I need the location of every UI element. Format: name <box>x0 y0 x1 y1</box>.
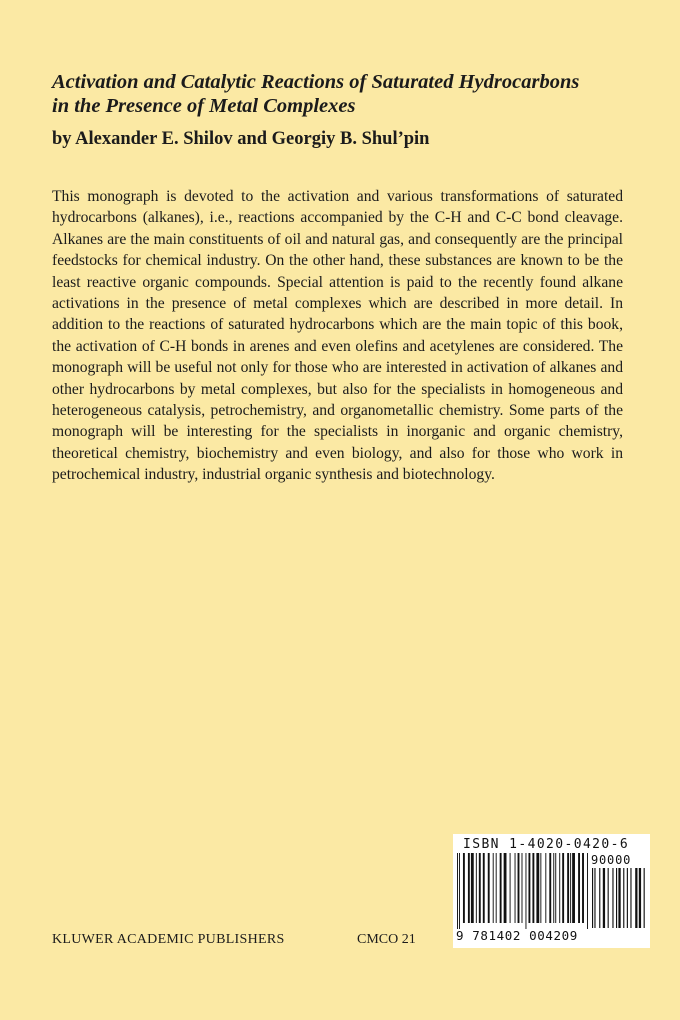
addon-barcode-bars <box>592 868 646 934</box>
barcode-bar <box>553 853 554 923</box>
barcode-bar <box>468 853 470 923</box>
barcode-bar <box>510 853 511 923</box>
barcode-bar <box>559 853 560 923</box>
description-line: monograph will be interesting for the specialists in inorganic and organic chemistry, <box>52 423 623 441</box>
description-line: heterogeneous catalysis, petrochemistry, and organometallic chemistry. Some parts of the <box>52 402 623 420</box>
barcode-bar <box>616 868 617 928</box>
barcode-bar <box>599 868 600 928</box>
barcode-bar <box>483 853 485 923</box>
barcode-bar <box>493 853 494 923</box>
barcode-bar <box>471 853 474 923</box>
barcode-bar <box>582 853 584 923</box>
barcode-bar <box>540 853 541 923</box>
description-line: least reactive organic compounds. Special attention is paid to the recently found alkane <box>52 273 623 291</box>
barcode-bar <box>592 868 593 928</box>
barcode-bar <box>644 868 645 928</box>
price-code-text: 90000 <box>591 853 632 867</box>
barcode-bar <box>536 853 539 923</box>
barcode-bar <box>578 853 580 923</box>
description-line: This monograph is devoted to the activation and various transformations of saturated <box>52 188 623 205</box>
barcode-bar <box>570 853 571 923</box>
description-line: other hydrocarbons by metal complexes, but also for the specialists in homogeneous and <box>52 380 623 398</box>
barcode-bar <box>623 868 624 928</box>
description-line: feedstocks for chemical industry. On the other hand, these substances are known to be the <box>52 252 623 270</box>
barcode-bar <box>639 868 641 928</box>
barcode-bar <box>525 853 526 929</box>
barcode-bar <box>488 853 490 923</box>
barcode-bar <box>555 853 556 923</box>
book-title-line-1: Activation and Catalytic Reactions of Saturated Hydrocarbons <box>52 71 580 93</box>
barcode-bar <box>618 868 620 928</box>
barcode-bar <box>608 868 609 928</box>
ean-number-text: 9 781402 004209 <box>456 928 578 943</box>
ean-barcode-bars <box>457 853 591 929</box>
barcode-bar <box>476 853 477 923</box>
barcode-bar <box>594 868 595 928</box>
barcode-bar <box>515 853 516 923</box>
barcode-bar <box>612 868 613 928</box>
isbn-barcode <box>453 834 650 948</box>
barcode-bar <box>562 853 564 923</box>
barcode-bar <box>457 853 458 929</box>
barcode-bar <box>572 853 575 923</box>
barcode-bar <box>518 853 520 923</box>
barcode-bar <box>463 853 465 923</box>
barcode-bar <box>603 868 605 928</box>
barcode-bar <box>504 853 507 923</box>
barcode-bar <box>479 853 481 923</box>
description-line: monograph will be useful not only for those who are interested in activation of alkanes and <box>52 359 623 377</box>
series-code: CMCO 21 <box>357 932 416 947</box>
book-title <box>52 70 652 118</box>
barcode-bar <box>587 853 588 929</box>
barcode-bar <box>545 853 546 923</box>
description-line: theoretical chemistry, biochemistry and even biology, and also for those who work in <box>52 444 623 462</box>
description-line: the activation of C-H bonds in arenes and even olefins and acetylenes are considered. The <box>52 337 623 355</box>
barcode-bar <box>459 853 460 929</box>
barcode-bar <box>627 868 628 928</box>
book-authors: by Alexander E. Shilov and Georgiy B. Shul’pin <box>52 129 430 149</box>
barcode-bar <box>567 853 569 923</box>
description-line: addition to the reactions of saturated hydrocarbons which are the main topic of this book, <box>52 316 623 334</box>
book-description <box>52 186 623 486</box>
description-line: activations in the presence of metal complexes which are described in more detail. In <box>52 295 623 313</box>
barcode-bar <box>496 853 497 923</box>
publisher-name: KLUWER ACADEMIC PUBLISHERS <box>52 932 285 947</box>
barcode-bar <box>500 853 502 923</box>
barcode-bar <box>549 853 551 923</box>
description-line: petrochemical industry, industrial organic synthesis and biotechnology. <box>52 466 495 484</box>
book-title-line-2: in the Presence of Metal Complexes <box>52 95 356 117</box>
barcode-bar <box>630 868 631 928</box>
barcode-bar <box>635 868 637 928</box>
description-line: hydrocarbons (alkanes), i.e., reactions accompanied by the C-H and C-C bond cleavage. <box>52 209 623 227</box>
barcode-bar <box>522 853 523 923</box>
barcode-bar <box>532 853 534 923</box>
isbn-text: ISBN 1-4020-0420-6 <box>463 837 630 852</box>
description-line: Alkanes are the main constituents of oil and natural gas, and consequently are the principal <box>52 230 623 248</box>
barcode-bar <box>528 853 530 923</box>
